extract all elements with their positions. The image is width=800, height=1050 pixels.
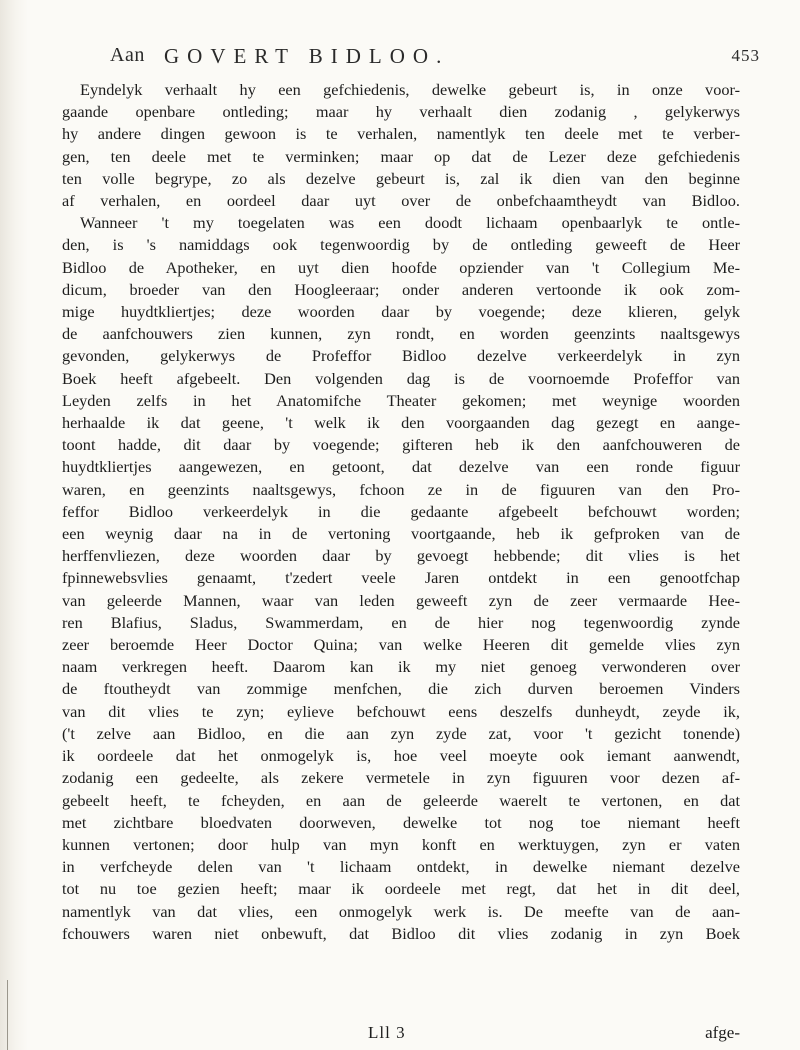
text-line: dicum, broeder van den Hoogleeraar; onder anderen vertoonde ik ook zom- xyxy=(62,279,740,299)
text-line: af verhalen, en oordeel daar uyt over de onbefchaamtheydt van Bidloo. xyxy=(62,191,740,211)
text-line: Wanneer 't my toegelaten was een doodt lichaam openbaarlyk te ontle- xyxy=(80,213,740,233)
text-line: ik oordeele dat het onmogelyk is, hoe veel moeyte ook iemant aanwendt, xyxy=(62,746,740,766)
text-line: met zichtbare bloedvaten doorweven, dewelke tot nog toe niemant heeft xyxy=(62,812,740,832)
signature-mark: Lll 3 xyxy=(368,1023,406,1042)
text-line: fchouwers waren niet onbewuft, dat Bidloo dit vlies zodanig in zyn Boek xyxy=(62,923,740,943)
text-line: waren, en geenzints naaltsgewys, fchoon ze in de figuuren van den Pro- xyxy=(62,479,740,499)
text-line: mige huydtkliertjes; deze woorden daar by voegende; deze klieren, gelyk xyxy=(62,302,740,322)
body-text xyxy=(62,79,740,945)
text-line: namentlyk van dat vlies, een onmogelyk werk is. De meefte van de aan- xyxy=(62,901,740,921)
text-line: ten volle begrype, zo als dezelve gebeurt is, zal ik dien van den beginne xyxy=(62,168,740,188)
text-line: de ftoutheydt van zommige menfchen, die zich durven beroemen Vinders xyxy=(62,679,740,699)
page-footer xyxy=(62,1023,740,1047)
text-line: in verfcheyde delen van 't lichaam ontdekt, in dewelke niemant dezelve xyxy=(62,857,740,877)
text-line: van dit vlies te zyn; eylieve befchouwt eens deszelfs dunheydt, zeyde ik, xyxy=(62,701,740,721)
text-line: een weynig daar na in de vertoning voortgaande, heb ik gefproken van de xyxy=(62,524,740,544)
text-line: den, is 's namiddags ook tegenwoordig by de ontleding geweeft de Heer xyxy=(62,235,740,255)
text-line: kunnen vertonen; door hulp van myn konft en werktuygen, zyn er vaten xyxy=(62,834,740,854)
text-line: huydtkliertjes aangewezen, en getoont, dat dezelve van een ronde figuur xyxy=(62,457,740,477)
text-line: zodanig een gedeelte, als zekere vermetele in zyn figuuren voor dezen af- xyxy=(62,768,740,788)
text-line: hy andere dingen gewoon is te verhalen, namentlyk ten deele met te verber- xyxy=(62,124,740,144)
text-line: naam verkregen heeft. Daarom kan ik my niet genoeg verwonderen over xyxy=(62,657,740,677)
binding-shadow xyxy=(0,0,28,1050)
header-name: GOVERT BIDLOO. xyxy=(164,44,450,68)
running-header xyxy=(110,44,760,76)
text-line: van geleerde Mannen, waar van leden geweeft zyn de zeer vermaarde Hee- xyxy=(62,590,740,610)
page-number: 453 xyxy=(731,46,760,65)
text-line: gebeelt heeft, te fcheyden, en aan de geleerde waerelt te vertonen, en dat xyxy=(62,790,740,810)
text-line: herffenvliezen, deze woorden daar by gevoegt hebbende; dit vlies is het xyxy=(62,546,740,566)
text-line: tot nu toe gezien heeft; maar ik oordeele met regt, dat het in dit deel, xyxy=(62,879,740,899)
text-line: zeer beroemde Heer Doctor Quina; van welke Heeren dit gemelde vlies zyn xyxy=(62,635,740,655)
text-line: de aanfchouwers zien kunnen, zyn rondt, en worden geenzints naaltsgewys xyxy=(62,324,740,344)
text-line: feffor Bidloo verkeerdelyk in die gedaante afgebeelt befchouwt worden; xyxy=(62,501,740,521)
text-line: herhaalde ik dat geene, 't welk ik den voorgaanden dag gezegt en aange- xyxy=(62,413,740,433)
header-lead: Aan xyxy=(110,44,145,66)
text-line: Leyden zelfs in het Anatomifche Theater gekomen; met weynige woorden xyxy=(62,390,740,410)
text-line: ren Blafius, Sladus, Swammerdam, en de hier nog tegenwoordig zynde xyxy=(62,612,740,632)
text-line: ('t zelve aan Bidloo, en die aan zyn zyde zat, voor 't gezicht tonende) xyxy=(62,723,740,743)
text-line: gevonden, gelykerwys de Profeffor Bidloo dezelve verkeerdelyk in zyn xyxy=(62,346,740,366)
text-line: Boek heeft afgebeelt. Den volgenden dag is de voornoemde Profeffor van xyxy=(62,368,740,388)
text-line: fpinnewebsvlies genaamt, t'zedert veele Jaren ontdekt in een genootfchap xyxy=(62,568,740,588)
text-line: Eyndelyk verhaalt hy een gefchiedenis, dewelke gebeurt is, in onze voor- xyxy=(80,80,740,99)
text-line: toont hadde, dit daar by voegende; gifteren heb ik den aanfchouweren de xyxy=(62,435,740,455)
gutter-line xyxy=(7,980,8,1050)
text-line: Bidloo de Apotheker, en uyt dien hoofde opziender van 't Collegium Me- xyxy=(62,257,740,277)
text-line: gen, ten deele met te verminken; maar op dat de Lezer deze gefchiedenis xyxy=(62,146,740,166)
catchword: afge- xyxy=(705,1023,740,1042)
text-line: gaande openbare ontleding; maar hy verhaalt dien zodanig , gelykerwys xyxy=(62,102,740,122)
